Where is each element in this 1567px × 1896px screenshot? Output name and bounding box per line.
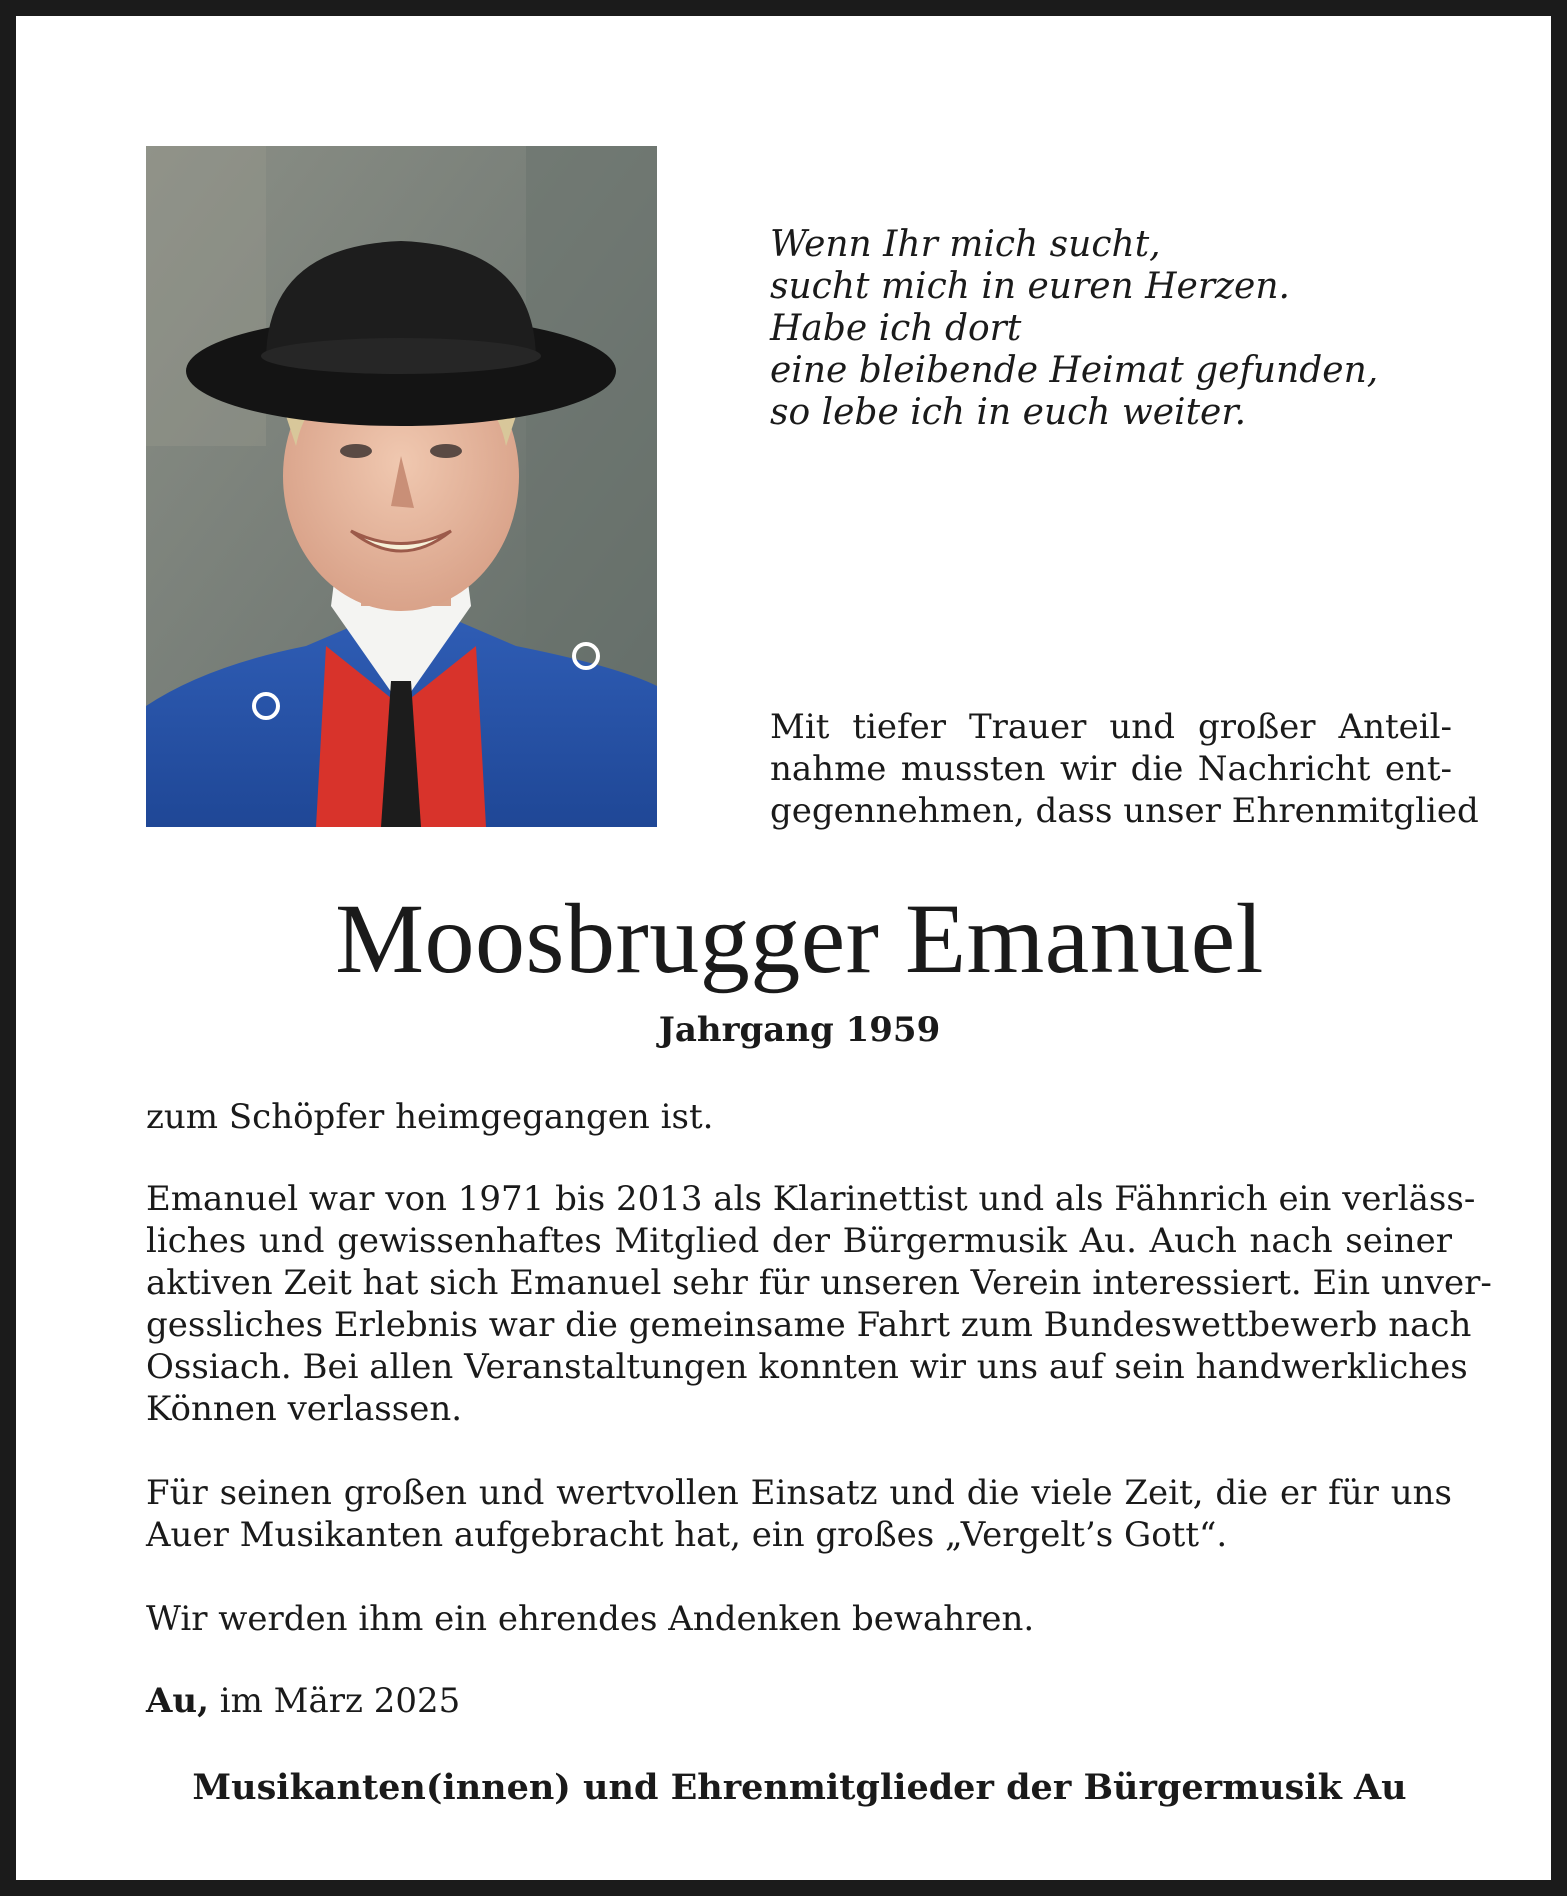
body-line: Können verlassen. bbox=[146, 1389, 463, 1429]
signoff-date: im März 2025 bbox=[219, 1681, 461, 1721]
signature: Musikanten(innen) und Ehrenmitglieder der Bürgermusik Au bbox=[192, 1767, 1407, 1808]
signoff bbox=[146, 1680, 460, 1722]
body-line: Für seinen großen und wertvollen Einsatz und die viele Zeit, die er für uns bbox=[146, 1473, 1452, 1513]
portrait-illustration bbox=[146, 146, 657, 827]
body-line: Auer Musikanten aufgebracht hat, ein großes „Vergelt’s Gott“. bbox=[146, 1515, 1228, 1555]
intro-line: Mit tiefer Trauer und großer Anteil- bbox=[770, 707, 1452, 747]
body-paragraph-2 bbox=[146, 1178, 1492, 1430]
body-line: liches und gewissenhaftes Mitglied der Bürgermusik Au. Auch nach seiner bbox=[146, 1221, 1452, 1261]
intro-line: nahme mussten wir die Nachricht ent- bbox=[770, 749, 1452, 789]
signoff-place: Au, bbox=[146, 1681, 209, 1721]
body-line: Emanuel war von 1971 bis 2013 als Klarinettist und als Fähnrich ein verläss- bbox=[146, 1179, 1476, 1219]
poem-line: so lebe ich in euch weiter. bbox=[770, 392, 1247, 433]
poem-line: Wenn Ihr mich sucht, bbox=[770, 224, 1161, 265]
birth-year: Jahrgang 1959 bbox=[658, 1010, 941, 1050]
poem bbox=[770, 224, 1490, 434]
poem-line: eine bleibende Heimat gefunden, bbox=[770, 350, 1379, 391]
intro-line: gegennehmen, dass unser Ehrenmitglied bbox=[770, 791, 1479, 831]
deceased-name: Moosbrugger Emanuel bbox=[335, 883, 1264, 994]
intro-text bbox=[770, 706, 1479, 832]
portrait-photo bbox=[146, 146, 657, 827]
body-paragraph-1 bbox=[146, 1096, 1452, 1138]
body-line: Ossiach. Bei allen Veranstaltungen konnten wir uns auf sein handwerkliches bbox=[146, 1347, 1468, 1387]
poem-line: sucht mich in euren Herzen. bbox=[770, 266, 1290, 307]
body-line: zum Schöpfer heimgegangen ist. bbox=[146, 1097, 714, 1137]
body-line: Wir werden ihm ein ehrendes Andenken bewahren. bbox=[146, 1599, 1035, 1639]
poem-line: Habe ich dort bbox=[770, 308, 1022, 349]
body-paragraph-4 bbox=[146, 1598, 1452, 1640]
body-paragraph-3 bbox=[146, 1472, 1452, 1556]
body-line: aktiven Zeit hat sich Emanuel sehr für unseren Verein interessiert. Ein unver- bbox=[146, 1263, 1492, 1303]
body-line: gessliches Erlebnis war die gemeinsame Fahrt zum Bundeswettbewerb nach bbox=[146, 1305, 1472, 1345]
